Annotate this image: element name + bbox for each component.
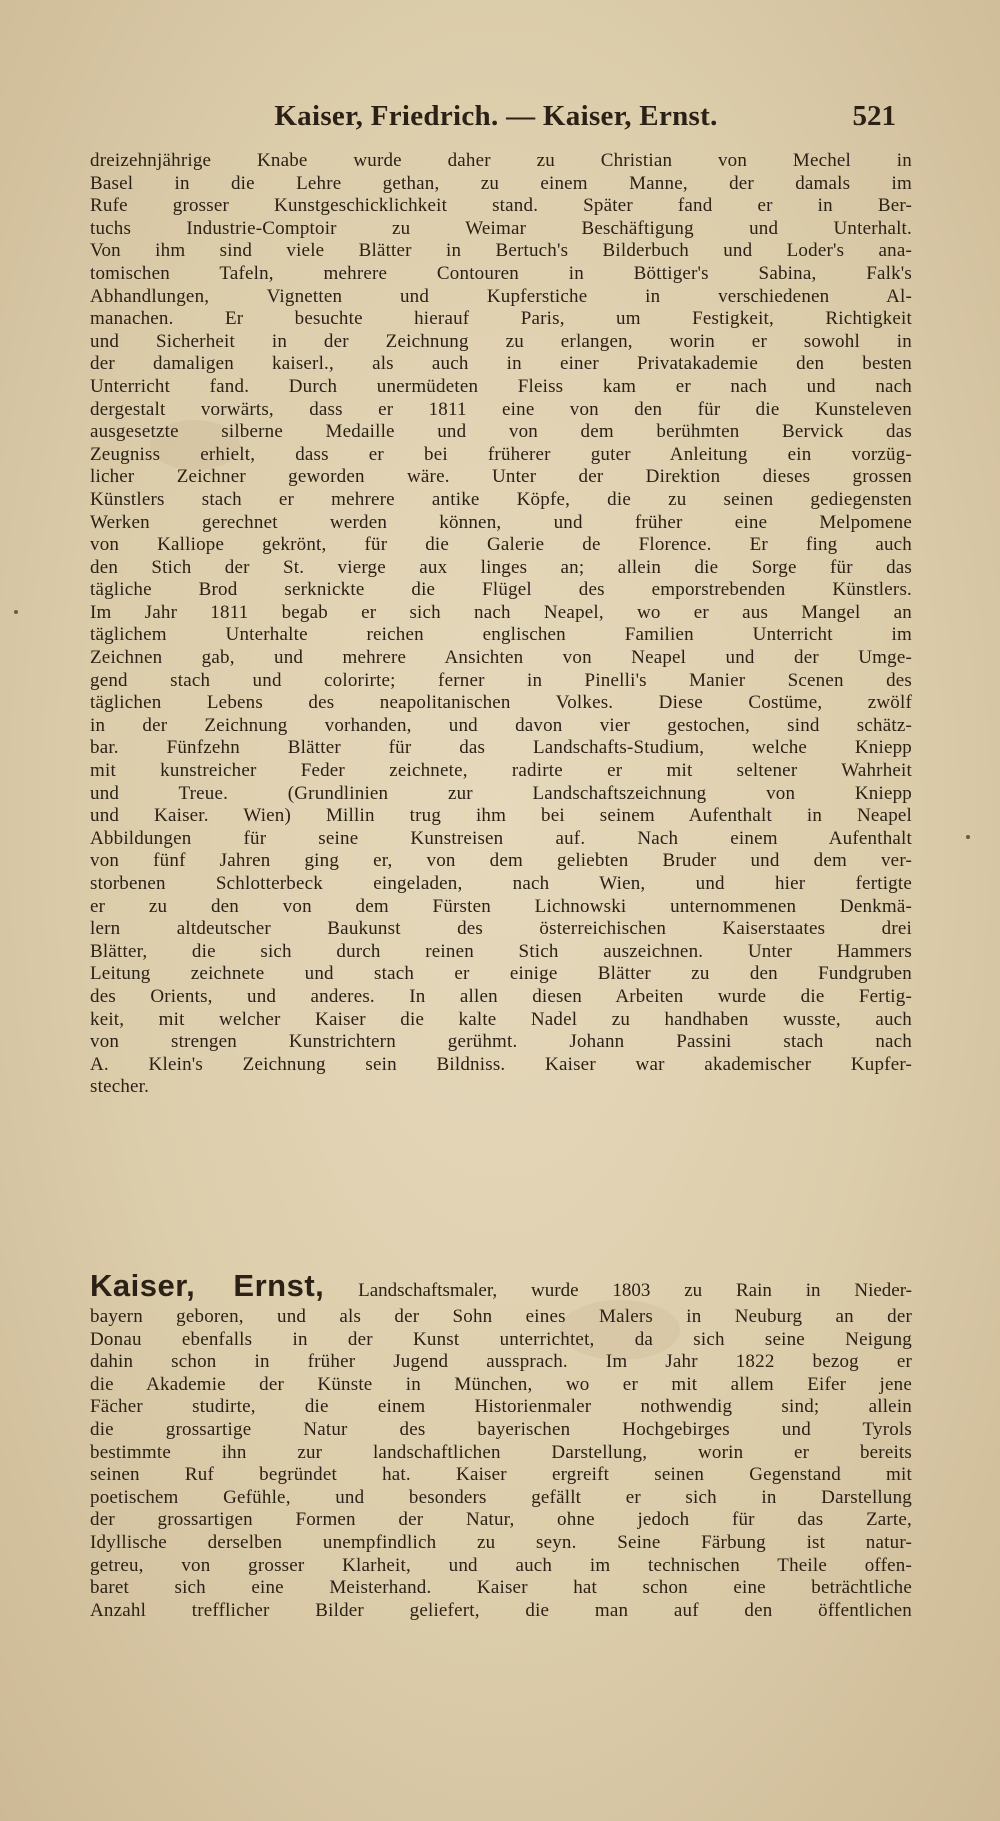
text-line: licher Zeichner geworden wäre. Unter der Direktion dieses grossen [90,466,912,488]
text-line: Basel in die Lehre gethan, zu einem Manne, der damals im [90,172,912,194]
text-line: Leitung zeichnete und stach er einige Blätter zu den Fundgruben [90,963,912,985]
entry-body-text [90,1306,912,1622]
text-line: gend stach und colorirte; ferner in Pinelli's Manier Scenen des [90,669,912,691]
text-line: Von ihm sind viele Blätter in Bertuch's Bilderbuch und Loder's ana- [90,240,912,262]
dictionary-entry [90,1266,912,1622]
continued-entry-text [90,150,912,1099]
entry-first-line [90,1266,912,1306]
text-line: poetischem Gefühle, und besonders gefällt er sich in Darstellung [90,1486,912,1508]
text-line: Werken gerechnet werden können, und früher eine Melpomene [90,511,912,533]
text-line: Donau ebenfalls in der Kunst unterrichtet, da sich seine Neigung [90,1328,912,1350]
text-line: Blätter, die sich durch reinen Stich auszeichnen. Unter Hammers [90,940,912,962]
text-line: der grossartigen Formen der Natur, ohne jedoch für das Zarte, [90,1509,912,1531]
text-line: ausgesetzte silberne Medaille und von dem berühmten Bervick das [90,421,912,443]
text-line: Rufe grosser Kunstgeschicklichkeit stand. Später fand er in Ber- [90,195,912,217]
text-line: Fächer studirte, die einem Historienmaler nothwendig sind; allein [90,1396,912,1418]
text-line: dergestalt vorwärts, dass er 1811 eine von den für die Kunsteleven [90,398,912,420]
text-line: Abbildungen für seine Kunstreisen auf. Nach einem Aufenthalt [90,827,912,849]
text-line: dreizehnjährige Knabe wurde daher zu Christian von Mechel in [90,150,912,171]
text-line: täglichen Lebens des neapolitanischen Volkes. Diese Costüme, zwölf [90,692,912,714]
text-line: und Sicherheit in der Zeichnung zu erlangen, worin er sowohl in [90,330,912,352]
margin-speck [14,610,18,614]
text-line: mit kunstreicher Feder zeichnete, radirte er mit seltener Wahrheit [90,760,912,782]
text-line: tomischen Tafeln, mehrere Contouren in Böttiger's Sabina, Falk's [90,262,912,284]
text-line: tuchs Industrie-Comptoir zu Weimar Beschäftigung und Unterhalt. [90,217,912,239]
running-head: Kaiser, Friedrich. — Kaiser, Ernst. [274,100,718,132]
text-line: manachen. Er besuchte hierauf Paris, um Festigkeit, Richtigkeit [90,308,912,330]
page-number: 521 [852,100,896,132]
text-line: die grossartige Natur des bayerischen Hochgebirges und Tyrols [90,1418,912,1440]
text-line: Künstlers stach er mehrere antike Köpfe, die zu seinen gediegensten [90,488,912,510]
text-line: lern altdeutscher Baukunst des österreichischen Kaiserstaates drei [90,918,912,940]
text-line: und Kaiser. Wien) Millin trug ihm bei seinem Aufenthalt in Neapel [90,805,912,827]
text-line: der damaligen kaiserl., als auch in einer Privatakademie den besten [90,353,912,375]
text-line: seinen Ruf begründet hat. Kaiser ergreift seinen Gegenstand mit [90,1464,912,1486]
text-line: Zeugniss erhielt, dass er bei früherer guter Anleitung ein vorzüg- [90,443,912,465]
text-line: stecher. [90,1076,150,1098]
text-line: den Stich der St. vierge aux linges an; allein die Sorge für das [90,556,912,578]
text-line: dahin schon in früher Jugend aussprach. Im Jahr 1822 bezog er [90,1351,912,1373]
text-line: und Treue. (Grundlinien zur Landschaftszeichnung von Kniepp [90,782,912,804]
entry-headword: Kaiser, Ernst, [90,1268,325,1303]
text-line: des Orients, und anderes. In allen diesen Arbeiten wurde die Fertig- [90,985,912,1007]
text-line: getreu, von grosser Klarheit, und auch im technischen Theile offen- [90,1554,912,1576]
text-line: die Akademie der Künste in München, wo er mit allem Eifer jene [90,1373,912,1395]
text-line: täglichem Unterhalte reichen englischen Familien Unterricht im [90,624,912,646]
text-line: Anzahl trefflicher Bilder geliefert, die man auf den öffentlichen [90,1599,912,1621]
text-line: bayern geboren, und als der Sohn eines Malers in Neuburg an der [90,1306,912,1327]
text-line: keit, mit welcher Kaiser die kalte Nadel zu handhaben wusste, auch [90,1008,912,1030]
entry-first-line-text: Landschaftsmaler, wurde 1803 zu Rain in Nieder- [358,1280,913,1301]
text-line: von strengen Kunstrichtern gerühmt. Johann Passini stach nach [90,1031,912,1053]
text-line: in der Zeichnung vorhanden, und davon vier gestochen, sind schätz- [90,714,912,736]
margin-speck [966,835,970,839]
text-line: von Kalliope gekrönt, für die Galerie de Florence. Er fing auch [90,534,912,556]
text-line: von fünf Jahren ging er, von dem geliebten Bruder und dem ver- [90,850,912,872]
text-line: Im Jahr 1811 begab er sich nach Neapel, wo er aus Mangel an [90,601,912,623]
text-line: Idyllische derselben unempfindlich zu seyn. Seine Färbung ist natur- [90,1531,912,1553]
text-line: Zeichnen gab, und mehrere Ansichten von Neapel und der Umge- [90,647,912,669]
text-line: baret sich eine Meisterhand. Kaiser hat schon eine beträchtliche [90,1577,912,1599]
text-line: er zu den von dem Fürsten Lichnowski unternommenen Denkmä- [90,895,912,917]
text-line: bestimmte ihn zur landschaftlichen Darstellung, worin er bereits [90,1441,912,1463]
text-line: A. Klein's Zeichnung sein Bildniss. Kaiser war akademischer Kupfer- [90,1053,912,1075]
text-line: storbenen Schlotterbeck eingeladen, nach Wien, und hier fertigte [90,873,912,894]
text-line: bar. Fünfzehn Blätter für das Landschafts-Studium, welche Kniepp [90,737,912,759]
text-line: tägliche Brod serknickte die Flügel des emporstrebenden Künstlers. [90,579,912,601]
text-line: Unterricht fand. Durch unermüdeten Fleiss kam er nach und nach [90,375,912,397]
text-line: Abhandlungen, Vignetten und Kupferstiche in verschiedenen Al- [90,285,912,307]
page-header [96,100,896,140]
